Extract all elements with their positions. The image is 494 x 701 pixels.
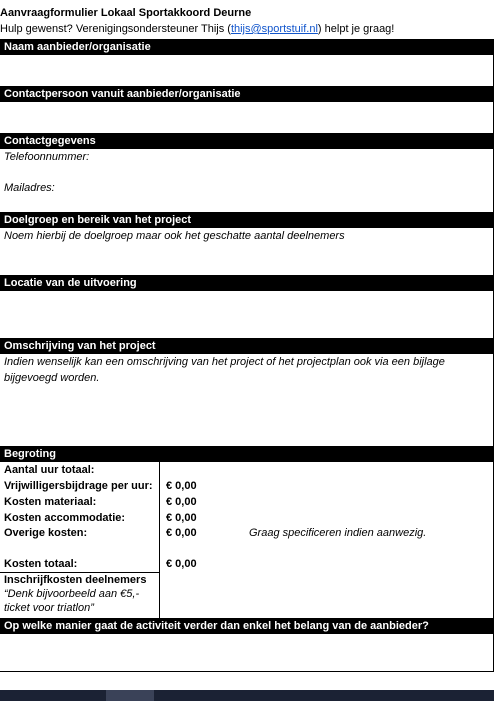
begroting-column-divider xyxy=(159,462,160,618)
begroting-row-divider xyxy=(0,572,160,573)
inschrijf-label: Inschrijfkosten deelnemers xyxy=(4,574,147,586)
vrijwilligers-label: Vrijwilligersbijdrage per uur: xyxy=(4,480,153,492)
inschrijf-hint-line2: ticket voor triatlon” xyxy=(4,602,94,614)
section-header-contactgegevens: Contactgegevens xyxy=(0,133,494,149)
taskbar-segment xyxy=(106,690,154,701)
section-header-naam: Naam aanbieder/organisatie xyxy=(0,39,494,55)
form-bottom-border xyxy=(0,671,494,672)
section-header-laatste-vraag: Op welke manier gaat de activiteit verder dan enkel het belang van de aanbieder? xyxy=(0,618,494,634)
help-email-link[interactable]: thijs@sportstuif.nl xyxy=(230,23,318,35)
bottom-taskbar xyxy=(0,690,494,701)
help-suffix: ) helpt je graag! xyxy=(317,23,395,35)
materiaal-label: Kosten materiaal: xyxy=(4,496,97,508)
telefoon-label: Telefoonnummer: xyxy=(4,151,90,163)
form-title: Aanvraagformulier Lokaal Sportakkoord Deurne xyxy=(0,7,252,19)
locatie-field[interactable] xyxy=(0,291,494,338)
help-prefix: Hulp gewenst? Verenigingsondersteuner Thijs ( xyxy=(0,23,231,35)
vrijwilligers-value[interactable]: € 0,00 xyxy=(166,480,197,492)
mailadres-label: Mailadres: xyxy=(4,182,55,194)
inschrijf-hint-line1: “Denk bijvoorbeeld aan €5,- xyxy=(4,588,140,600)
section-header-locatie: Locatie van de uitvoering xyxy=(0,275,494,291)
section-header-doelgroep: Doelgroep en bereik van het project xyxy=(0,212,494,228)
overige-value[interactable]: € 0,00 xyxy=(166,527,197,539)
materiaal-value[interactable]: € 0,00 xyxy=(166,496,197,508)
overige-note: Graag specificeren indien aanwezig. xyxy=(249,527,427,539)
contactpersoon-field[interactable] xyxy=(0,102,494,133)
section-header-contactpersoon: Contactpersoon vanuit aanbieder/organisatie xyxy=(0,86,494,102)
laatste-vraag-field[interactable] xyxy=(0,634,494,672)
section-header-begroting: Begroting xyxy=(0,446,494,462)
totaal-value[interactable]: € 0,00 xyxy=(166,558,197,570)
totaal-label: Kosten totaal: xyxy=(4,558,78,570)
section-header-omschrijving: Omschrijving van het project xyxy=(0,338,494,354)
naam-field[interactable] xyxy=(0,55,494,86)
accommodatie-label: Kosten accommodatie: xyxy=(4,512,126,524)
omschrijving-hint: Indien wenselijk kan een omschrijving van het project of het projectplan ook via een bijlage bijgevoegd worden. xyxy=(4,356,445,384)
doelgroep-hint: Noem hierbij de doelgroep maar ook het geschatte aantal deelnemers xyxy=(4,230,345,242)
aantal-uur-label: Aantal uur totaal: xyxy=(4,464,95,476)
help-text xyxy=(0,23,394,35)
overige-label: Overige kosten: xyxy=(4,527,88,539)
accommodatie-value[interactable]: € 0,00 xyxy=(166,512,197,524)
